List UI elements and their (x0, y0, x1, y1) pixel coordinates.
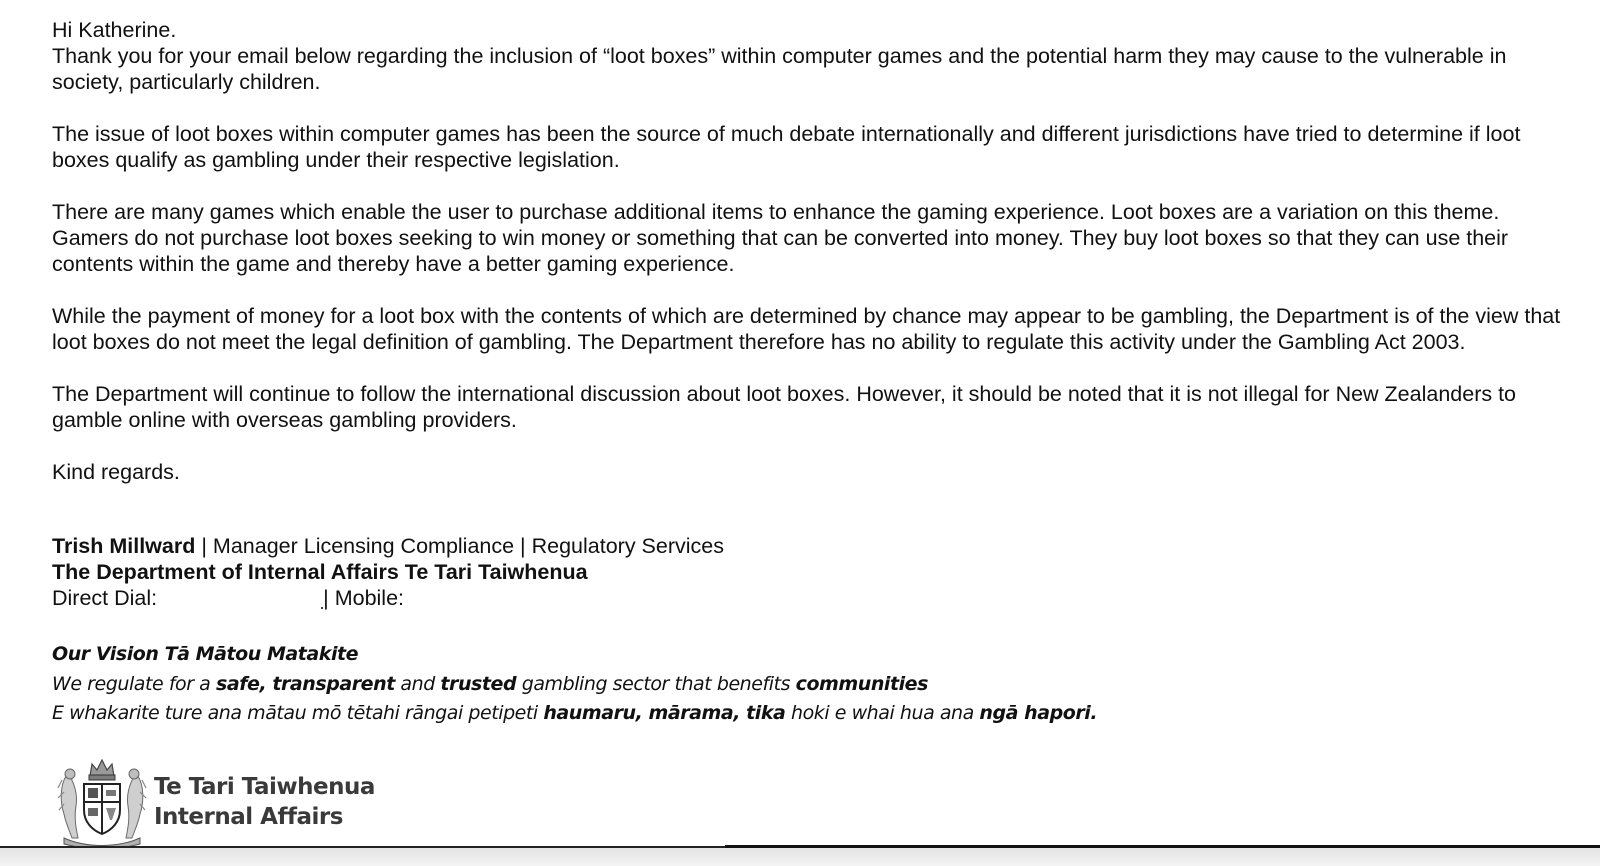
vision-text: gambling sector that benefits (516, 672, 796, 695)
vision-statement (52, 640, 1097, 729)
vision-emphasis: ngā hapori. (979, 702, 1098, 724)
vision-emphasis: safe, transparent (215, 672, 395, 695)
vision-text: We regulate for a (52, 672, 216, 695)
signature-name-line (52, 533, 724, 559)
logo-english-name: Internal Affairs (154, 804, 343, 830)
mobile-label: | Mobile: (323, 586, 405, 610)
vision-line-english (52, 670, 1097, 700)
vision-emphasis: communities (795, 672, 928, 695)
redacted-number (157, 589, 323, 611)
paragraph-debate: The issue of loot boxes within computer games has been the source of much debate internationally and different jurisdictions have tried to determine if loot boxes qualify as gambling under their respective legislation. (52, 122, 1521, 172)
signature-role: | Manager Licensing Compliance | Regulatory Services (195, 534, 724, 558)
page-bottom-edge (0, 848, 1600, 866)
signature-block (52, 533, 724, 611)
paragraph-international: The Department will continue to follow the international discussion about loot boxes. However, it should be noted that it is not illegal for New Zealanders to gamble online with overseas gambling providers. (52, 382, 1517, 432)
vision-text: E whakarite ture ana mātau mō tētahi rāngai petipeti (52, 702, 544, 724)
paragraph-legal-view: While the payment of money for a loot box with the contents of which are determined by chance may appear to be gambling, the Department is of the view that loot boxes do not meet the legal definition of gambling. The Department therefore has no ability to regulate this activity under the Gambling Act 2003. (52, 304, 1561, 354)
vision-text: hoki e whai hua ana (785, 702, 980, 724)
logo-maori-name: Te Tari Taiwhenua (154, 774, 375, 800)
nz-coat-of-arms-icon (56, 758, 148, 846)
email-body (52, 17, 1572, 485)
direct-dial-label: Direct Dial: (52, 586, 158, 610)
paragraph-intro: Thank you for your email below regarding the inclusion of “loot boxes” within computer games and the potential harm they may cause to the vulnerable in society, particularly children. (52, 44, 1507, 94)
vision-line-maori (52, 699, 1097, 729)
paragraph-games: There are many games which enable the user to purchase additional items to enhance the gaming experience. Loot boxes are a variation on this theme. Gamers do not purchase loot boxes seeking to win money or something that can be converted into money. They buy loot boxes so that they can use their contents within the game and thereby have a better gaming experience. (52, 200, 1509, 276)
internal-affairs-logo (56, 758, 375, 848)
signature-name: Trish Millward (52, 534, 196, 558)
vision-emphasis: trusted (440, 672, 517, 695)
vision-heading (52, 640, 1097, 670)
greeting: Hi Katherine. (52, 18, 177, 42)
signature-department: The Department of Internal Affairs Te Tari Taiwhenua (52, 560, 588, 584)
vision-text: and (394, 672, 441, 695)
closing: Kind regards. (52, 460, 180, 484)
vision-emphasis: haumaru, mārama, tika (543, 702, 786, 724)
signature-contact-line (52, 585, 724, 611)
vision-heading-text: Our Vision Tā Mātou Matakite (52, 643, 359, 665)
